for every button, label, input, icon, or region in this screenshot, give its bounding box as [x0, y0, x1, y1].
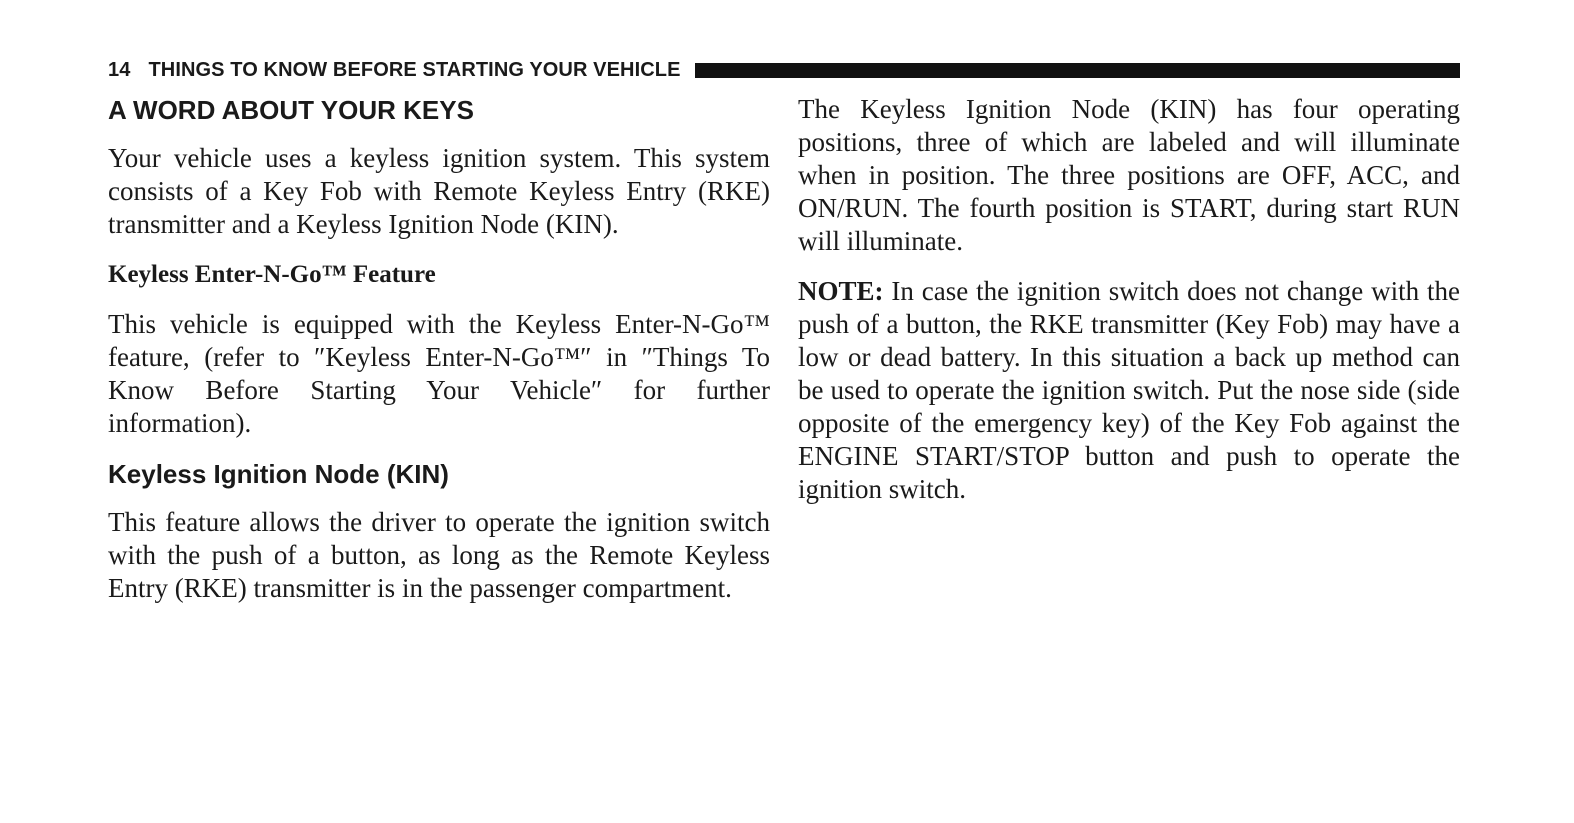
subheading-kin: Keyless Ignition Node (KIN) [108, 459, 449, 489]
note-label: NOTE: [798, 276, 884, 306]
paragraph-positions: The Keyless Ignition Node (KIN) has four operating positions, three of which are labeled and will illuminate when in position. The three positions are OFF, ACC, and ON/RUN. The fourth position is START, during start RUN will illuminate. [798, 94, 1460, 256]
note-text: In case the ignition switch does not change with the push of a button, the RKE transmitter (Key Fob) may have a low or dead battery. In this situation a back up method can be used to operate the ignition switch. Put the nose side (side opposite of the emergency key) of the Key Fob against the ENGINE START/STOP button and push to operate the ignition switch. [798, 276, 1461, 504]
paragraph-enter-n-go: This vehicle is equipped with the Keyless Enter-N-Go™ feature, (refer to ″Keyless Enter-N-Go™″ in ″Things To Know Before Starting Your Vehicle″ for further information). [108, 309, 770, 438]
header-rule [695, 63, 1460, 78]
page-header [108, 58, 1460, 82]
right-column [798, 93, 1460, 523]
section-heading-keys: A WORD ABOUT YOUR KEYS [108, 95, 474, 125]
page-number: 14 [108, 58, 131, 81]
subheading-enter-n-go: Keyless Enter-N-Go™ Feature [108, 261, 436, 288]
paragraph-intro: Your vehicle uses a keyless ignition system. This system consists of a Key Fob with Remote Keyless Entry (RKE) transmitter and a Keyless Ignition Node (KIN). [108, 143, 770, 239]
left-column [108, 93, 770, 622]
running-head-title: THINGS TO KNOW BEFORE STARTING YOUR VEHICLE [148, 58, 681, 81]
note-paragraph [798, 275, 1460, 506]
paragraph-kin: This feature allows the driver to operate the ignition switch with the push of a button, as long as the Remote Keyless Entry (RKE) transmitter is in the passenger compartment. [108, 507, 770, 603]
